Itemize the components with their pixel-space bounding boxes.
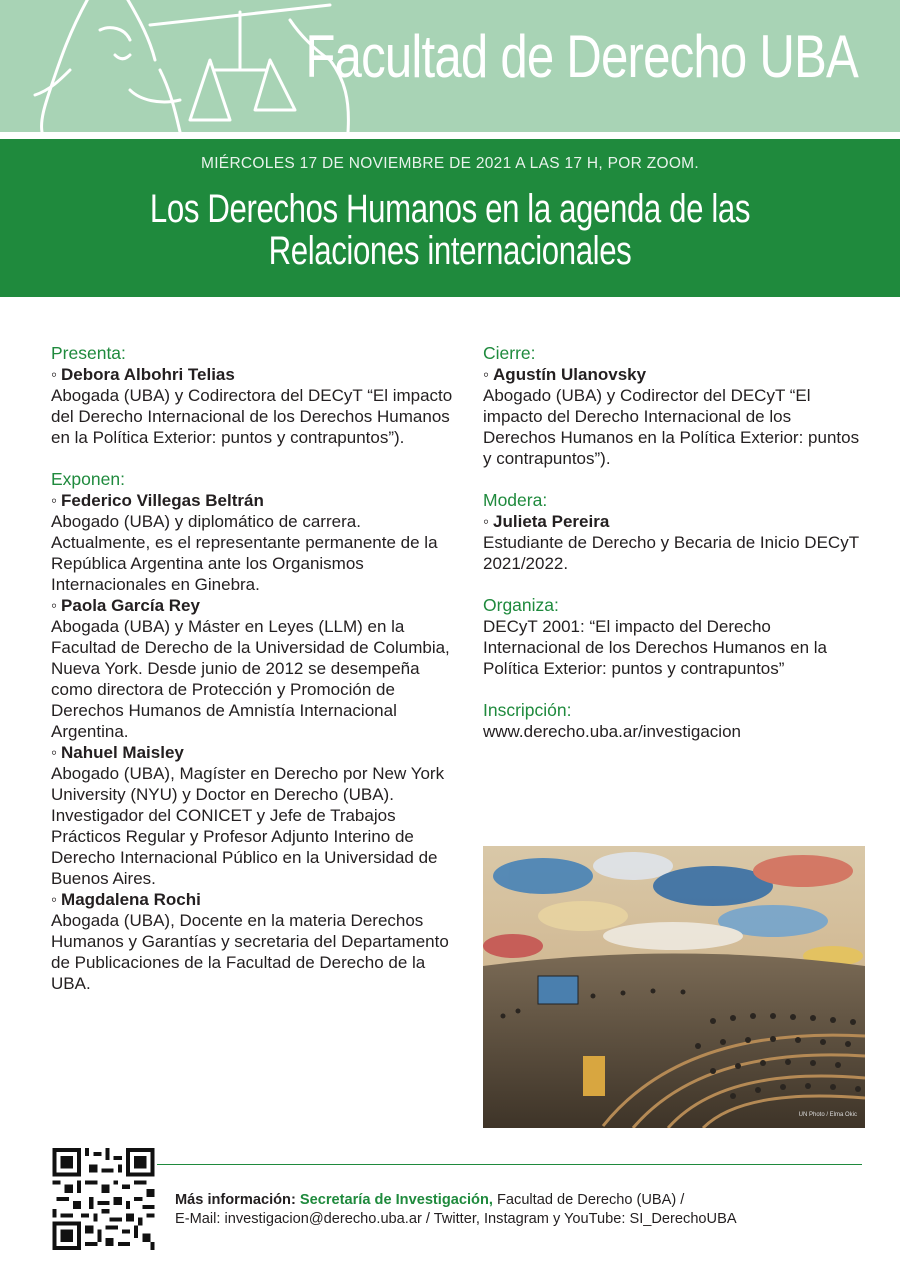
- person-description: Abogado (UBA), Magíster en Derecho por New York University (NYU) y Doctor en Derecho (UBA). Investigador del CONICET y Jefe de Trabajos Prácticos Regular y Profesor Adjunto Interino de Derecho Internacional Público en la Universidad de Buenos Aires.: [51, 764, 445, 888]
- more-info-label: Más información:: [175, 1192, 296, 1208]
- exponen-section: [51, 469, 461, 994]
- section-label: Inscripción:: [483, 700, 572, 720]
- person-description: Estudiante de Derecho y Becaria de Inicio DECyT 2021/2022.: [483, 533, 859, 573]
- bullet-icon: ◦: [51, 491, 58, 510]
- bullet-icon: ◦: [483, 365, 490, 384]
- person-name-text: Federico Villegas Beltrán: [61, 491, 264, 510]
- person-name: [483, 511, 863, 532]
- bullet-icon: ◦: [483, 512, 490, 531]
- section-label: Organiza:: [483, 595, 559, 615]
- person-description: Abogada (UBA) y Codirectora del DECyT “El impacto del Derecho Internacional de los Derechos Humanos en la Política Exterior: puntos y contrapuntos”).: [51, 386, 453, 447]
- organiza-section: [483, 595, 863, 679]
- modera-section: [483, 490, 863, 574]
- person-name-text: Nahuel Maisley: [61, 743, 184, 762]
- person-name: [51, 490, 461, 511]
- bullet-icon: ◦: [51, 890, 58, 909]
- person-name: [51, 595, 461, 616]
- person-name: [483, 364, 863, 385]
- person-name-text: Magdalena Rochi: [61, 890, 201, 909]
- bullet-icon: ◦: [51, 743, 58, 762]
- section-label: Exponen:: [51, 469, 125, 489]
- header-divider: [0, 132, 900, 139]
- person-name-text: Debora Albohri Telias: [61, 365, 235, 384]
- right-column: [483, 343, 863, 763]
- inscripcion-section: [483, 700, 863, 742]
- council-chamber-illustration: [483, 846, 865, 1128]
- footer-contact: [175, 1191, 737, 1229]
- header-band: [0, 0, 900, 132]
- person-name-text: Paola García Rey: [61, 596, 200, 615]
- person-name: [51, 889, 461, 910]
- person-description: Abogado (UBA) y Codirector del DECyT “El impacto del Derecho Internacional de los Derechos Humanos en la Política Exterior: puntos y contrapuntos”).: [483, 386, 860, 468]
- footer-email-line[interactable]: E-Mail: investigacion@derecho.uba.ar / Twitter, Instagram y YouTube: SI_DerechoUBA: [175, 1211, 737, 1227]
- registration-link[interactable]: www.derecho.uba.ar/investigacion: [483, 722, 741, 741]
- section-label: Modera:: [483, 490, 548, 510]
- council-chamber-photo: [483, 846, 865, 1128]
- section-label: Presenta:: [51, 343, 126, 363]
- cierre-section: [483, 343, 863, 469]
- person-description: Abogado (UBA) y diplomático de carrera. Actualmente, es el representante permanente de la República Argentina ante los Organismos Internacionales en Ginebra.: [51, 512, 438, 594]
- footer-line-1: [175, 1191, 737, 1210]
- bullet-icon: ◦: [51, 596, 58, 615]
- person-description: Abogada (UBA) y Máster en Leyes (LLM) en la Facultad de Derecho de la Universidad de Columbia, Nueva York. Desde junio de 2012 se desempeña como directora de Protección y Promoción de Derechos Humanos de Amnistía Internacional Argentina.: [51, 617, 450, 741]
- person-description: Abogada (UBA), Docente en la materia Derechos Humanos y Garantías y secretaria del Departamento de Publicaciones de la Facultad de Derecho de la UBA.: [51, 911, 449, 993]
- organizer-description: DECyT 2001: “El impacto del Derecho Internacional de los Derechos Humanos en la Política Exterior: puntos y contrapuntos”: [483, 617, 827, 678]
- faculty-title: Facultad de Derecho UBA: [305, 23, 858, 90]
- person-name: [51, 742, 461, 763]
- faculty-text: Facultad de Derecho (UBA) /: [492, 1192, 685, 1208]
- footer-divider: [157, 1164, 862, 1165]
- event-title-line-2: Relaciones internacionales: [268, 229, 632, 273]
- section-label: Cierre:: [483, 343, 536, 363]
- person-name-text: Agustín Ulanovsky: [493, 365, 647, 384]
- person-name-text: Julieta Pereira: [493, 512, 610, 531]
- person-name: [51, 364, 461, 385]
- event-title-line-1: Los Derechos Humanos en la agenda de las: [149, 187, 751, 231]
- event-title: [99, 188, 801, 272]
- qr-code-icon[interactable]: [52, 1148, 155, 1250]
- event-date: MIÉRCOLES 17 DE NOVIEMBRE DE 2021 A LAS 17 H, POR ZOOM.: [200, 155, 700, 172]
- presenta-section: [51, 343, 461, 448]
- photo-credit: UN Photo / Elma Okic: [798, 1112, 857, 1118]
- left-column: [51, 343, 461, 1015]
- bullet-icon: ◦: [51, 365, 58, 384]
- secretaria-link[interactable]: Secretaría de Investigación,: [299, 1192, 493, 1208]
